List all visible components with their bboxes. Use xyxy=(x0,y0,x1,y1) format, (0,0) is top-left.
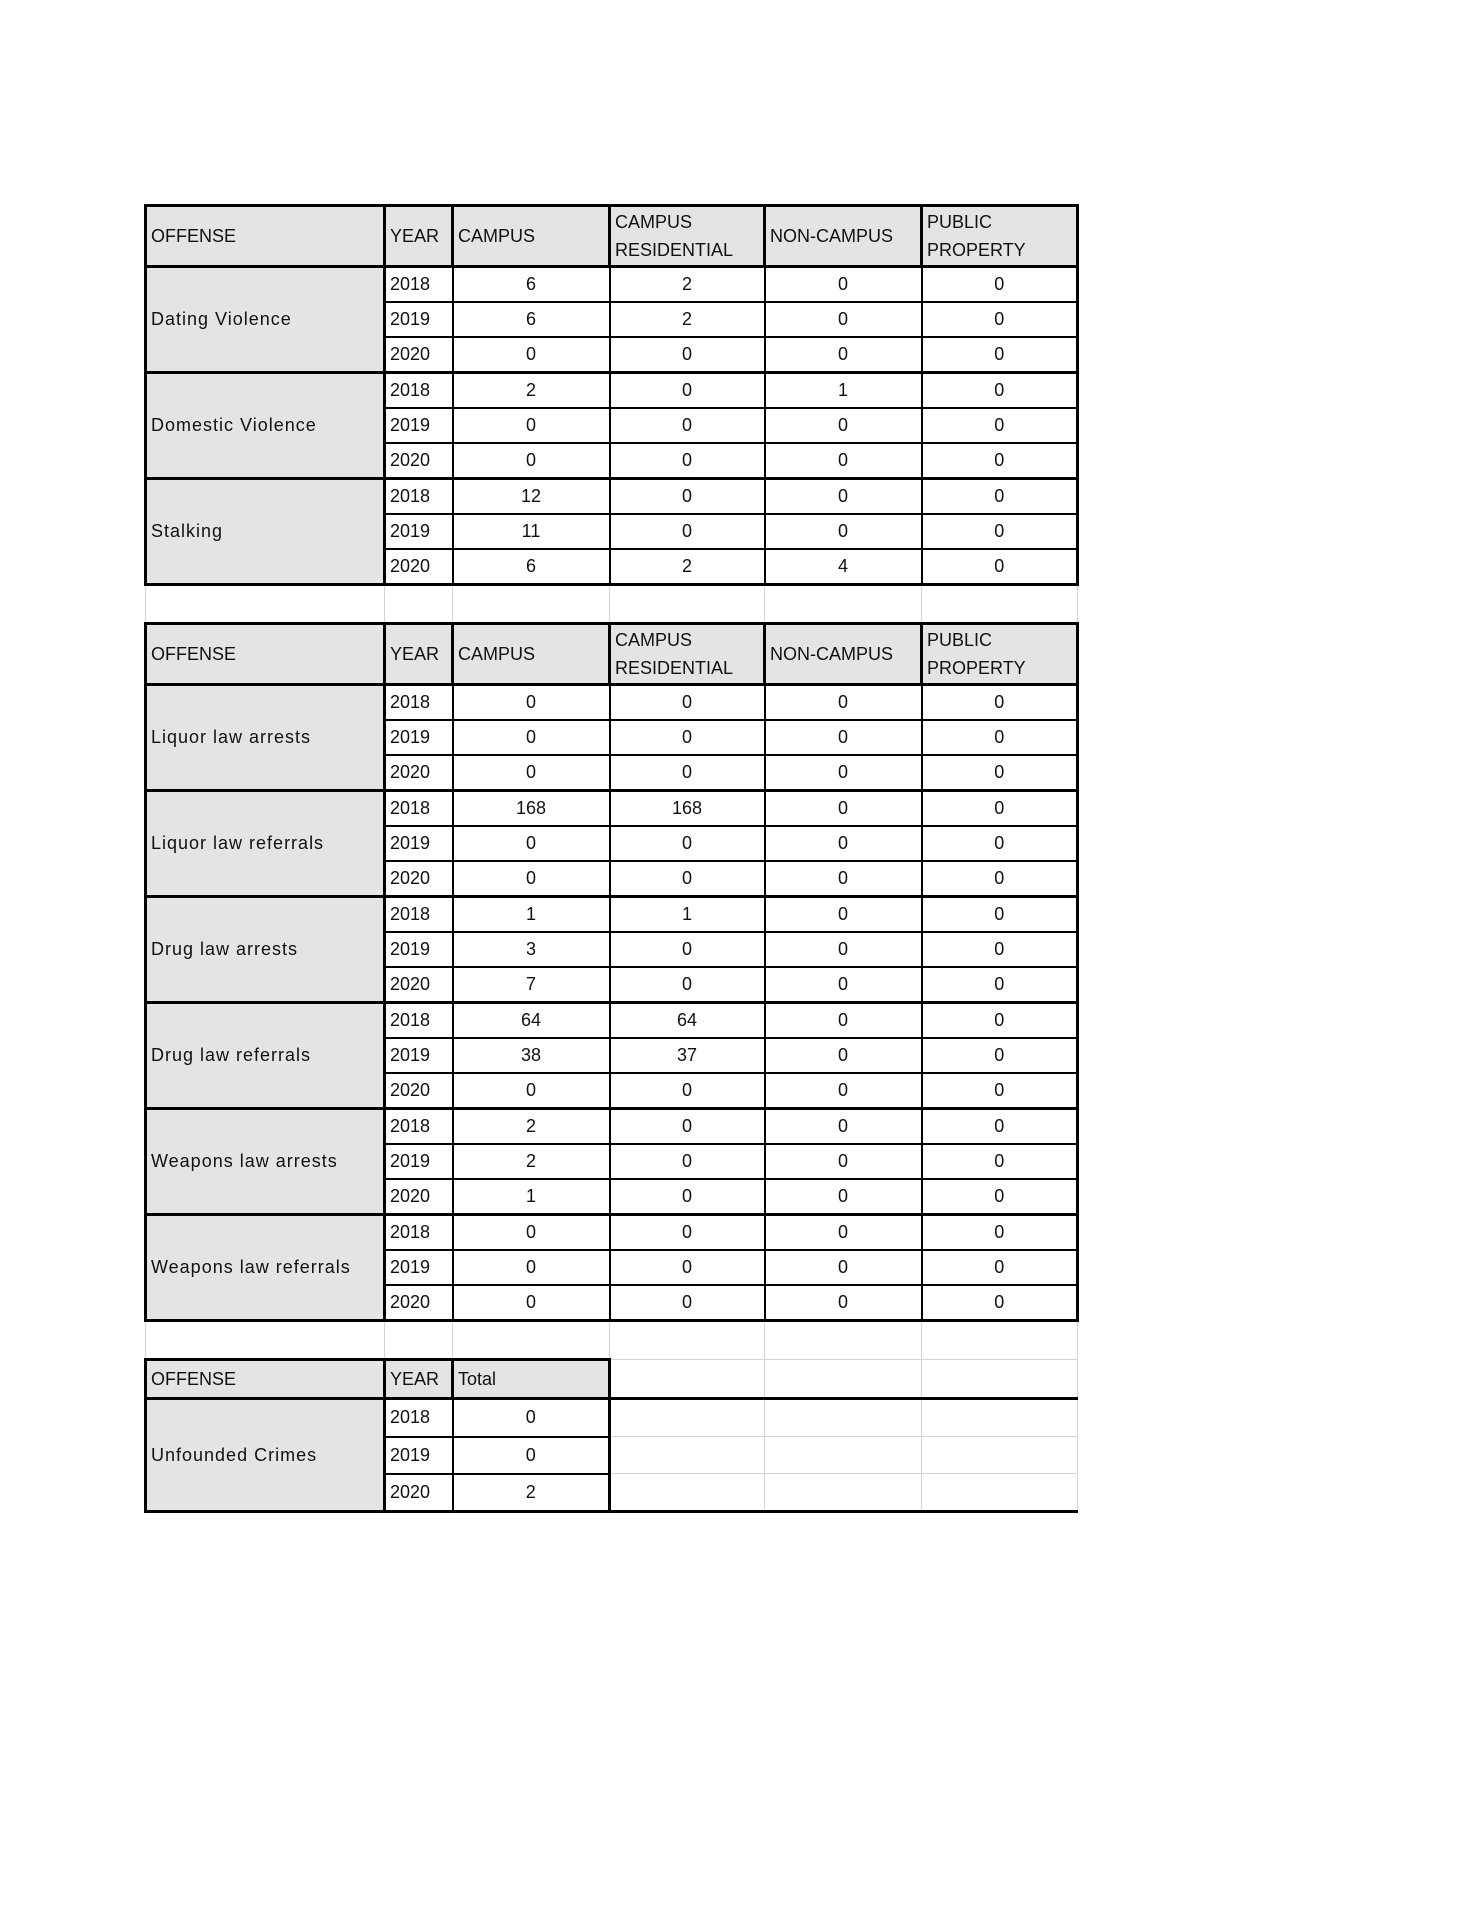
column-header: CAMPUS RESIDENTIAL xyxy=(610,624,765,685)
value-cell: 0 xyxy=(765,1250,922,1285)
year-cell: 2018 xyxy=(385,791,453,827)
column-header: NON-CAMPUS xyxy=(765,624,922,685)
value-cell: 0 xyxy=(765,967,922,1003)
value-cell: 0 xyxy=(453,1437,610,1474)
empty-cell xyxy=(765,585,922,624)
empty-cell xyxy=(453,585,610,624)
empty-cell xyxy=(610,1474,765,1512)
value-cell: 0 xyxy=(610,1215,765,1251)
value-cell: 0 xyxy=(610,1073,765,1109)
empty-cell xyxy=(765,1321,922,1360)
value-cell: 2 xyxy=(453,373,610,409)
year-cell: 2020 xyxy=(385,861,453,897)
value-cell: 0 xyxy=(922,897,1078,933)
value-cell: 0 xyxy=(610,1285,765,1321)
year-cell: 2018 xyxy=(385,1109,453,1145)
value-cell: 0 xyxy=(922,861,1078,897)
value-cell: 0 xyxy=(765,1003,922,1039)
empty-cell xyxy=(765,1399,922,1437)
year-cell: 2020 xyxy=(385,549,453,585)
value-cell: 0 xyxy=(922,373,1078,409)
table-row xyxy=(146,1399,1078,1437)
value-cell: 0 xyxy=(610,514,765,549)
value-cell: 0 xyxy=(453,755,610,791)
value-cell: 0 xyxy=(922,267,1078,303)
year-cell: 2020 xyxy=(385,1073,453,1109)
value-cell: 6 xyxy=(453,302,610,337)
value-cell: 0 xyxy=(453,1399,610,1437)
empty-cell xyxy=(610,1360,765,1399)
value-cell: 0 xyxy=(922,443,1078,479)
value-cell: 0 xyxy=(765,755,922,791)
value-cell: 0 xyxy=(453,685,610,721)
value-cell: 0 xyxy=(922,549,1078,585)
value-cell: 4 xyxy=(765,549,922,585)
value-cell: 0 xyxy=(765,897,922,933)
value-cell: 0 xyxy=(765,514,922,549)
year-cell: 2020 xyxy=(385,443,453,479)
value-cell: 1 xyxy=(453,897,610,933)
value-cell: 0 xyxy=(922,1073,1078,1109)
table-row xyxy=(146,897,1078,933)
table-row xyxy=(146,267,1078,303)
empty-cell xyxy=(922,1399,1078,1437)
column-header: PUBLIC PROPERTY xyxy=(922,624,1078,685)
value-cell: 0 xyxy=(610,337,765,373)
value-cell: 2 xyxy=(453,1474,610,1512)
empty-cell xyxy=(765,1360,922,1399)
empty-cell xyxy=(610,1399,765,1437)
value-cell: 0 xyxy=(610,1179,765,1215)
table-row xyxy=(146,479,1078,515)
offense-label: Unfounded Crimes xyxy=(146,1399,385,1512)
value-cell: 7 xyxy=(453,967,610,1003)
value-cell: 0 xyxy=(765,861,922,897)
value-cell: 37 xyxy=(610,1038,765,1073)
value-cell: 0 xyxy=(922,1179,1078,1215)
offense-label: Dating Violence xyxy=(146,267,385,373)
value-cell: 0 xyxy=(610,1250,765,1285)
year-cell: 2020 xyxy=(385,1285,453,1321)
year-cell: 2018 xyxy=(385,897,453,933)
value-cell: 0 xyxy=(922,720,1078,755)
value-cell: 0 xyxy=(765,1179,922,1215)
crime-statistics-table xyxy=(144,204,1079,1513)
header-row xyxy=(146,624,1078,685)
value-cell: 0 xyxy=(453,1073,610,1109)
value-cell: 38 xyxy=(453,1038,610,1073)
table-row xyxy=(146,373,1078,409)
value-cell: 0 xyxy=(765,791,922,827)
value-cell: 3 xyxy=(453,932,610,967)
year-cell: 2018 xyxy=(385,1215,453,1251)
value-cell: 0 xyxy=(922,826,1078,861)
value-cell: 0 xyxy=(453,826,610,861)
value-cell: 0 xyxy=(922,1215,1078,1251)
empty-cell xyxy=(922,1437,1078,1474)
value-cell: 0 xyxy=(922,1285,1078,1321)
value-cell: 0 xyxy=(765,826,922,861)
value-cell: 0 xyxy=(610,826,765,861)
value-cell: 0 xyxy=(765,932,922,967)
empty-cell xyxy=(146,585,385,624)
year-cell: 2019 xyxy=(385,1250,453,1285)
value-cell: 0 xyxy=(765,479,922,515)
year-cell: 2018 xyxy=(385,373,453,409)
spacer-row xyxy=(146,1321,1078,1360)
value-cell: 0 xyxy=(922,337,1078,373)
empty-cell xyxy=(385,585,453,624)
value-cell: 0 xyxy=(610,967,765,1003)
value-cell: 0 xyxy=(453,408,610,443)
value-cell: 64 xyxy=(453,1003,610,1039)
value-cell: 0 xyxy=(765,302,922,337)
value-cell: 64 xyxy=(610,1003,765,1039)
value-cell: 0 xyxy=(610,1109,765,1145)
value-cell: 0 xyxy=(610,720,765,755)
spacer-row xyxy=(146,585,1078,624)
value-cell: 2 xyxy=(453,1144,610,1179)
value-cell: 1 xyxy=(610,897,765,933)
header-row xyxy=(146,1360,1078,1399)
value-cell: 0 xyxy=(453,1215,610,1251)
offense-label: Drug law referrals xyxy=(146,1003,385,1109)
year-cell: 2020 xyxy=(385,1474,453,1512)
value-cell: 0 xyxy=(922,1003,1078,1039)
value-cell: 0 xyxy=(765,1215,922,1251)
value-cell: 0 xyxy=(922,302,1078,337)
value-cell: 0 xyxy=(610,479,765,515)
value-cell: 0 xyxy=(765,1073,922,1109)
year-cell: 2018 xyxy=(385,685,453,721)
value-cell: 0 xyxy=(610,1144,765,1179)
empty-cell xyxy=(922,1321,1078,1360)
value-cell: 0 xyxy=(765,720,922,755)
value-cell: 2 xyxy=(610,549,765,585)
empty-cell xyxy=(610,1437,765,1474)
value-cell: 168 xyxy=(453,791,610,827)
value-cell: 0 xyxy=(610,755,765,791)
year-cell: 2018 xyxy=(385,479,453,515)
value-cell: 0 xyxy=(922,932,1078,967)
value-cell: 0 xyxy=(765,1109,922,1145)
value-cell: 0 xyxy=(922,1038,1078,1073)
value-cell: 0 xyxy=(922,685,1078,721)
table-row xyxy=(146,1109,1078,1145)
value-cell: 0 xyxy=(453,337,610,373)
value-cell: 0 xyxy=(765,1144,922,1179)
value-cell: 168 xyxy=(610,791,765,827)
column-header: YEAR xyxy=(385,624,453,685)
value-cell: 0 xyxy=(922,755,1078,791)
year-cell: 2018 xyxy=(385,1003,453,1039)
value-cell: 0 xyxy=(765,1285,922,1321)
year-cell: 2019 xyxy=(385,514,453,549)
value-cell: 0 xyxy=(610,685,765,721)
empty-cell xyxy=(385,1321,453,1360)
column-header: YEAR xyxy=(385,1360,453,1399)
year-cell: 2019 xyxy=(385,1437,453,1474)
empty-cell xyxy=(610,1321,765,1360)
empty-cell xyxy=(765,1437,922,1474)
value-cell: 0 xyxy=(610,408,765,443)
year-cell: 2020 xyxy=(385,967,453,1003)
value-cell: 0 xyxy=(922,967,1078,1003)
offense-label: Drug law arrests xyxy=(146,897,385,1003)
value-cell: 0 xyxy=(453,861,610,897)
empty-cell xyxy=(453,1321,610,1360)
offense-label: Weapons law referrals xyxy=(146,1215,385,1321)
value-cell: 2 xyxy=(610,267,765,303)
year-cell: 2018 xyxy=(385,267,453,303)
column-header: CAMPUS xyxy=(453,624,610,685)
value-cell: 2 xyxy=(610,302,765,337)
value-cell: 0 xyxy=(922,1144,1078,1179)
value-cell: 0 xyxy=(922,408,1078,443)
year-cell: 2019 xyxy=(385,1038,453,1073)
empty-cell xyxy=(922,1474,1078,1512)
value-cell: 0 xyxy=(922,479,1078,515)
value-cell: 1 xyxy=(765,373,922,409)
year-cell: 2020 xyxy=(385,337,453,373)
value-cell: 0 xyxy=(922,791,1078,827)
year-cell: 2019 xyxy=(385,932,453,967)
year-cell: 2020 xyxy=(385,755,453,791)
column-header: NON-CAMPUS xyxy=(765,206,922,267)
value-cell: 0 xyxy=(610,861,765,897)
value-cell: 6 xyxy=(453,549,610,585)
year-cell: 2019 xyxy=(385,302,453,337)
offense-label: Liquor law referrals xyxy=(146,791,385,897)
column-header: CAMPUS RESIDENTIAL xyxy=(610,206,765,267)
value-cell: 0 xyxy=(765,443,922,479)
offense-label: Liquor law arrests xyxy=(146,685,385,791)
table-row xyxy=(146,1003,1078,1039)
value-cell: 12 xyxy=(453,479,610,515)
table-row xyxy=(146,1215,1078,1251)
offense-label: Weapons law arrests xyxy=(146,1109,385,1215)
value-cell: 0 xyxy=(765,408,922,443)
value-cell: 0 xyxy=(765,337,922,373)
empty-cell xyxy=(610,585,765,624)
value-cell: 11 xyxy=(453,514,610,549)
value-cell: 0 xyxy=(765,267,922,303)
year-cell: 2019 xyxy=(385,408,453,443)
value-cell: 0 xyxy=(453,1250,610,1285)
value-cell: 0 xyxy=(610,443,765,479)
empty-cell xyxy=(146,1321,385,1360)
column-header: YEAR xyxy=(385,206,453,267)
table-row xyxy=(146,685,1078,721)
empty-cell xyxy=(922,585,1078,624)
column-header: Total xyxy=(453,1360,610,1399)
value-cell: 2 xyxy=(453,1109,610,1145)
value-cell: 0 xyxy=(453,720,610,755)
value-cell: 6 xyxy=(453,267,610,303)
value-cell: 0 xyxy=(765,1038,922,1073)
empty-cell xyxy=(922,1360,1078,1399)
value-cell: 1 xyxy=(453,1179,610,1215)
value-cell: 0 xyxy=(453,443,610,479)
column-header: CAMPUS xyxy=(453,206,610,267)
value-cell: 0 xyxy=(610,932,765,967)
value-cell: 0 xyxy=(922,514,1078,549)
column-header: OFFENSE xyxy=(146,1360,385,1399)
offense-label: Domestic Violence xyxy=(146,373,385,479)
column-header: PUBLIC PROPERTY xyxy=(922,206,1078,267)
offense-label: Stalking xyxy=(146,479,385,585)
year-cell: 2020 xyxy=(385,1179,453,1215)
column-header: OFFENSE xyxy=(146,206,385,267)
value-cell: 0 xyxy=(922,1250,1078,1285)
year-cell: 2019 xyxy=(385,1144,453,1179)
year-cell: 2019 xyxy=(385,826,453,861)
value-cell: 0 xyxy=(610,373,765,409)
value-cell: 0 xyxy=(453,1285,610,1321)
table-row xyxy=(146,791,1078,827)
year-cell: 2018 xyxy=(385,1399,453,1437)
empty-cell xyxy=(765,1474,922,1512)
year-cell: 2019 xyxy=(385,720,453,755)
value-cell: 0 xyxy=(922,1109,1078,1145)
header-row xyxy=(146,206,1078,267)
value-cell: 0 xyxy=(765,685,922,721)
column-header: OFFENSE xyxy=(146,624,385,685)
